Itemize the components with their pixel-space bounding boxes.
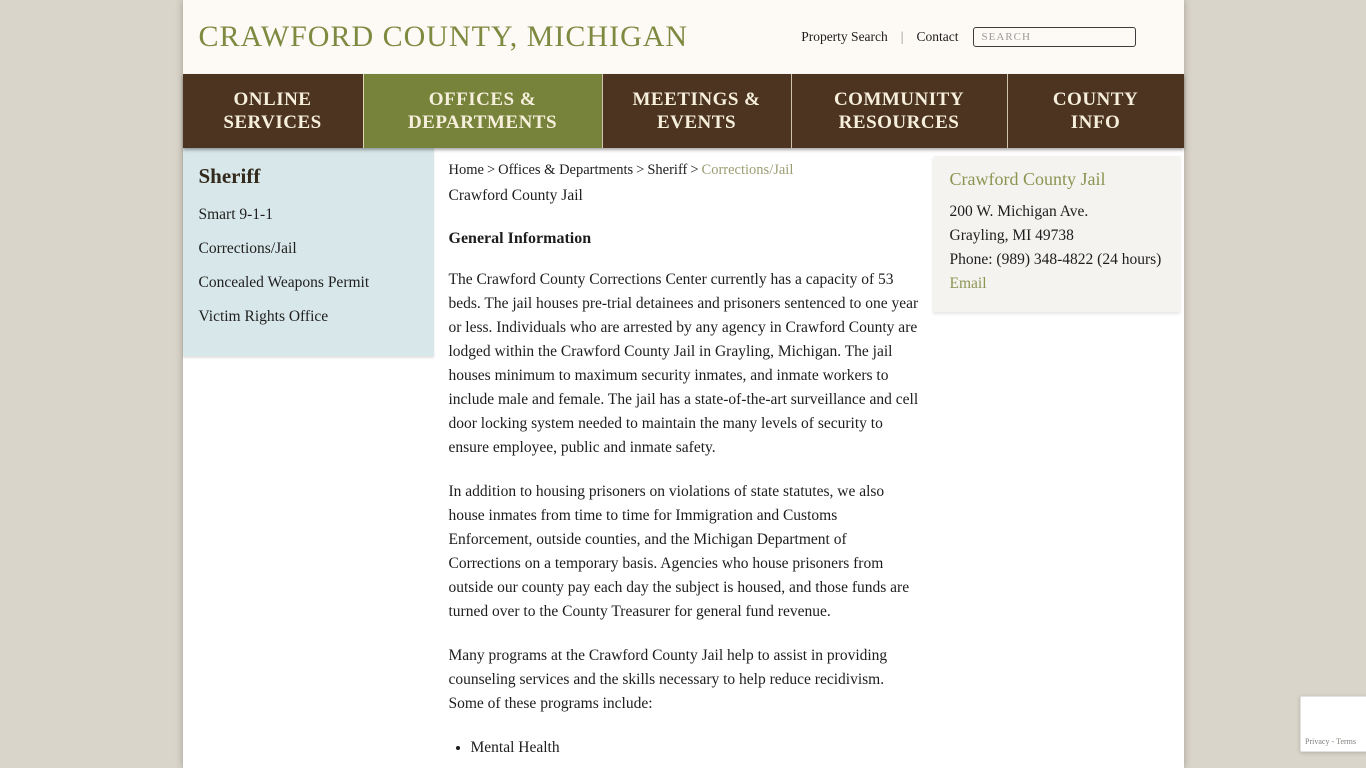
list-item-mental-health: • Mental Health [471, 736, 919, 760]
search-input[interactable] [973, 27, 1136, 47]
utility-separator: | [900, 29, 904, 44]
contact-address-line1: 200 W. Michigan Ave. [949, 203, 1089, 220]
content-row [183, 148, 1184, 760]
list-item [199, 232, 418, 266]
recaptcha-badge [1300, 696, 1366, 752]
contact-card [934, 156, 1181, 312]
breadcrumb-current: Corrections/Jail [701, 162, 794, 178]
page-title: Crawford County Jail [448, 187, 583, 204]
sidebar-item-smart-911[interactable]: Smart 9-1-1 [198, 206, 273, 223]
breadcrumb-sheriff[interactable]: Sheriff [647, 162, 688, 178]
contact-address-line2: Grayling, MI 49738 [949, 227, 1074, 244]
sidebar-item-concealed-weapons-permit[interactable]: Concealed Weapons Permit [198, 274, 370, 291]
page-container [183, 0, 1184, 768]
main-nav [183, 74, 1184, 148]
paragraph-housing: In addition to housing prisoners on violations of state statutes, we also house inmates from time to time for Immigration and Customs Enforcement, outside counties, and the Michigan Department of Corrections on a temporary basis. Agencies who house prisoners from outside our county pay each day the subject is housed, and those funds are turned over to the County Treasurer for general fund revenue. [448, 483, 910, 620]
nav-label-line: DEPARTMENTS [407, 112, 558, 133]
nav-label-line: RESOURCES [838, 112, 960, 133]
breadcrumb-separator: > [486, 162, 496, 178]
breadcrumb-separator: > [636, 162, 645, 178]
breadcrumb [449, 162, 919, 179]
list-item [199, 300, 418, 334]
program-list [449, 736, 919, 760]
left-sidebar [183, 148, 434, 356]
email-link[interactable]: Email [949, 275, 987, 292]
nav-county-info[interactable] [1007, 74, 1184, 148]
nav-online-services[interactable] [183, 74, 363, 148]
nav-label-line: ONLINE [233, 89, 312, 110]
nav-label-line: OFFICES & [428, 89, 537, 110]
privacy-link[interactable]: Privacy [1305, 737, 1330, 746]
section-heading: General Information [448, 230, 592, 247]
paragraph-capacity: The Crawford County Corrections Center currently has a capacity of 53 beds. The jail houses pre-trial detainees and prisoners sentenced to one year or less. Individuals who are arrested by any agency in Crawford County are lodged within the Crawford County Jail in Grayling, Michigan. The jail houses minimum to maximum security inmates, and inmate workers to include male and female. The jail has a state-of-the-art surveillance and cell door locking system needed to maintain the many levels of security to ensure employee, public and inmate safety. [448, 271, 919, 456]
nav-community-resources[interactable] [791, 74, 1007, 148]
contact-card-title: Crawford County Jail [949, 169, 1106, 189]
utility-bar [801, 27, 1135, 47]
breadcrumb-home[interactable]: Home [448, 162, 484, 178]
badge-separator: - [1331, 737, 1335, 746]
breadcrumb-offices-departments[interactable]: Offices & Departments [498, 162, 634, 178]
main-content [434, 148, 934, 760]
property-search-link[interactable]: Property Search [801, 29, 888, 44]
nav-label-line: SERVICES [223, 112, 322, 133]
contact-phone: Phone: (989) 348-4822 (24 hours) [949, 251, 1162, 268]
sidebar-menu-list [199, 198, 418, 334]
right-sidebar [934, 148, 1184, 312]
sidebar-item-corrections-jail[interactable]: Corrections/Jail [198, 240, 297, 257]
nav-label-line: MEETINGS & [632, 89, 761, 110]
terms-link[interactable]: Terms [1336, 737, 1356, 746]
nav-label-line: EVENTS [656, 112, 737, 133]
site-header [183, 0, 1184, 74]
nav-label-line: COUNTY [1052, 89, 1139, 110]
nav-offices-departments[interactable] [363, 74, 602, 148]
nav-label-line: COMMUNITY [833, 89, 965, 110]
nav-label-line: INFO [1070, 112, 1121, 133]
sidebar-item-victim-rights-office[interactable]: Victim Rights Office [198, 308, 329, 325]
sheriff-menu [183, 148, 434, 356]
breadcrumb-separator: > [690, 162, 699, 178]
paragraph-programs: Many programs at the Crawford County Jail help to assist in providing counseling services and the skills necessary to help reduce recidivism. Some of these programs include: [448, 647, 888, 712]
list-item [199, 198, 418, 232]
list-item [199, 266, 418, 300]
site-title: CRAWFORD COUNTY, MICHIGAN [198, 20, 689, 53]
sidebar-title: Sheriff [198, 164, 261, 188]
nav-meetings-events[interactable] [602, 74, 791, 148]
contact-link[interactable]: Contact [916, 29, 959, 44]
